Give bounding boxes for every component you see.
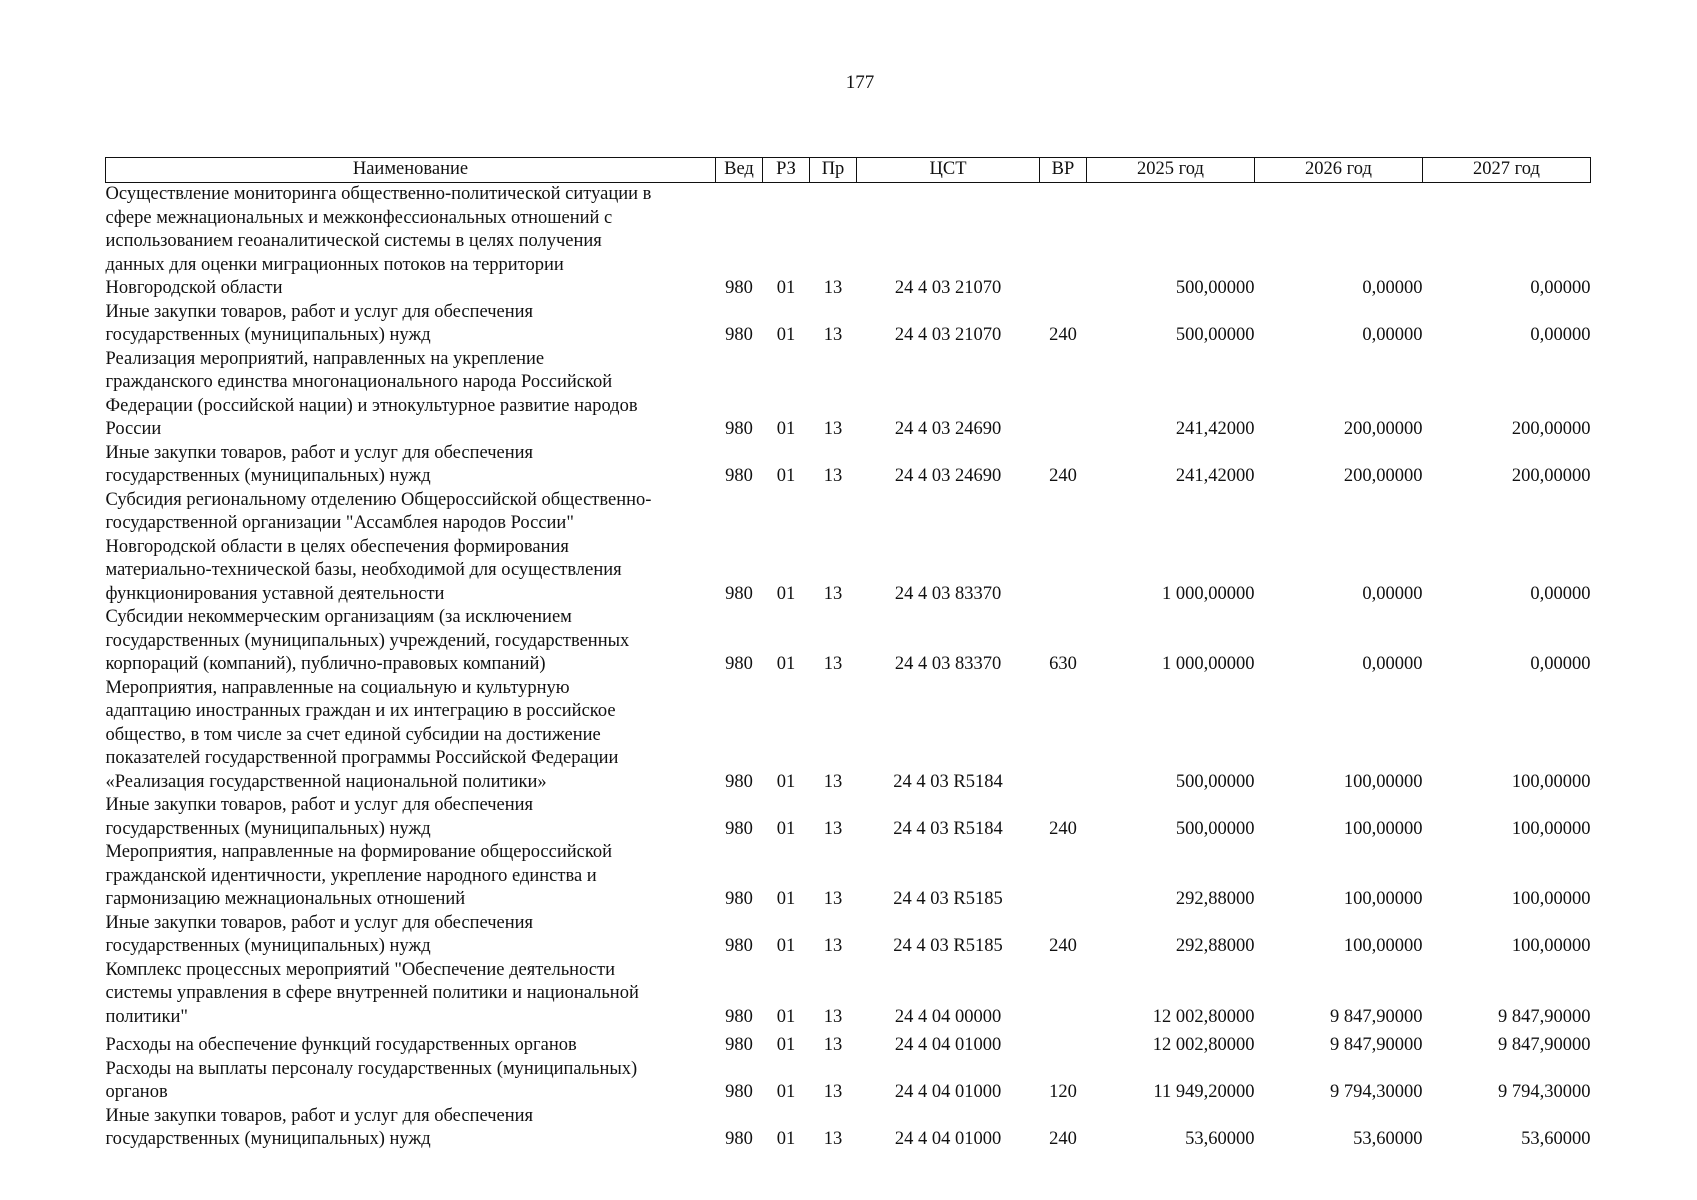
cell-vr: 240 (1049, 818, 1077, 839)
cell-vr: 630 (1049, 654, 1077, 674)
name-line: Иные закупки товаров, работ и услуг для обеспечения (105, 912, 534, 933)
cell-2027: 0,00000 (1530, 583, 1591, 604)
cell-rz: 01 (776, 654, 796, 674)
cell-vr (1040, 959, 1087, 1030)
cell-vr (1040, 489, 1087, 607)
cell-ved: 980 (725, 1006, 753, 1027)
cell-vr: 240 (1049, 1129, 1077, 1149)
cell-2025: 11 949,20000 (1153, 1082, 1255, 1102)
name-line: Иные закупки товаров, работ и услуг для обеспечения (105, 1105, 534, 1126)
name-line: государственных (муниципальных) учреждений, государственных (105, 630, 630, 651)
cell-cst: 24 4 03 21070 (894, 325, 1002, 345)
name-line: органов (105, 1082, 168, 1102)
cell-vr (1040, 348, 1087, 442)
name-line: Реализация мероприятий, направленных на укрепление (105, 348, 545, 369)
cell-2025: 292,88000 (1175, 889, 1255, 909)
name-line: корпораций (компаний), публично-правовых компаний) (105, 654, 546, 674)
cell-2027: 53,60000 (1521, 1129, 1591, 1149)
name-line: государственных (муниципальных) нужд (105, 936, 431, 956)
cell-cst: 24 4 03 83370 (894, 583, 1002, 604)
cell-rz: 01 (776, 1035, 796, 1055)
page-number: 177 (845, 72, 875, 93)
cell-2026: 0,00000 (1362, 325, 1423, 345)
name-line: Мероприятия, направленные на социальную и культурную (105, 677, 570, 698)
name-line: России (105, 419, 162, 439)
cell-2026: 100,00000 (1343, 818, 1423, 839)
cell-vr: 240 (1049, 936, 1077, 956)
table-row (106, 677, 1591, 795)
header-cst: ЦСТ (857, 158, 1040, 183)
cell-rz: 01 (776, 818, 796, 839)
budget-table (105, 157, 1591, 1152)
cell-2025: 500,00000 (1175, 771, 1255, 792)
cell-vr: 120 (1049, 1082, 1077, 1102)
name-line: Новгородской области (105, 278, 283, 298)
table-row (106, 442, 1591, 489)
table-row (106, 606, 1591, 677)
cell-2025: 12 002,80000 (1152, 1035, 1255, 1055)
cell-rz: 01 (776, 278, 796, 298)
cell-2026: 0,00000 (1362, 654, 1423, 674)
name-line: Новгородской области в целях обеспечения формирования (105, 536, 569, 557)
name-line: Комплекс процессных мероприятий "Обеспечение деятельности (105, 959, 615, 980)
cell-cst: 24 4 03 83370 (894, 654, 1002, 674)
cell-pr: 13 (823, 1035, 843, 1055)
cell-rz: 01 (776, 325, 796, 345)
cell-pr: 13 (823, 419, 843, 439)
cell-2025: 241,42000 (1175, 419, 1255, 439)
name-line: Иные закупки товаров, работ и услуг для обеспечения (105, 301, 534, 322)
header-rz: РЗ (763, 158, 810, 183)
cell-name (106, 1058, 716, 1105)
name-line: Иные закупки товаров, работ и услуг для обеспечения (105, 442, 534, 463)
cell-2027: 100,00000 (1511, 818, 1591, 839)
cell-2026: 100,00000 (1343, 771, 1423, 792)
cell-ved: 980 (725, 583, 753, 604)
name-line: гражданского единства многонационального народа Российской (105, 372, 613, 392)
cell-rz: 01 (776, 889, 796, 909)
cell-2026: 200,00000 (1343, 466, 1423, 486)
name-line: государственных (муниципальных) нужд (105, 325, 431, 345)
cell-name (106, 1105, 716, 1152)
cell-ved: 980 (725, 1035, 753, 1055)
cell-pr: 13 (823, 818, 843, 839)
name-line: системы управления в сфере внутренней политики и национальной (105, 983, 639, 1003)
cell-name (106, 442, 716, 489)
cell-rz: 01 (776, 1006, 796, 1027)
cell-rz: 01 (776, 1129, 796, 1149)
table-row (106, 959, 1591, 1030)
cell-2026: 53,60000 (1353, 1129, 1423, 1149)
cell-2026: 9 847,90000 (1330, 1006, 1423, 1027)
cell-2025: 500,00000 (1175, 278, 1255, 298)
cell-2025: 1 000,00000 (1162, 654, 1255, 674)
cell-rz: 01 (776, 583, 796, 604)
cell-2026: 100,00000 (1343, 889, 1423, 909)
name-line: сфере межнациональных и межконфессиональных отношений с (105, 207, 613, 228)
cell-pr: 13 (823, 936, 843, 956)
cell-cst: 24 4 04 01000 (894, 1129, 1002, 1149)
cell-name (106, 489, 716, 607)
cell-name (106, 183, 716, 301)
cell-2027: 100,00000 (1511, 889, 1591, 909)
cell-vr (1040, 841, 1087, 912)
cell-2026: 9 847,90000 (1330, 1035, 1423, 1055)
cell-2025: 241,42000 (1175, 466, 1255, 486)
cell-rz: 01 (776, 936, 796, 956)
cell-2026: 0,00000 (1362, 583, 1423, 604)
cell-name (106, 301, 716, 348)
name-line: Субсидия региональному отделению Общероссийской общественно- (105, 489, 652, 510)
name-line: гармонизацию межнациональных отношений (105, 889, 466, 909)
cell-ved: 980 (725, 419, 753, 439)
cell-ved: 980 (725, 818, 753, 839)
header-ved: Вед (716, 158, 763, 183)
cell-vr (1040, 1029, 1087, 1058)
cell-ved: 980 (725, 466, 753, 486)
cell-cst: 24 4 03 R5184 (893, 818, 1003, 839)
cell-pr: 13 (823, 654, 843, 674)
header-2027: 2027 год (1423, 158, 1591, 183)
cell-2026: 0,00000 (1362, 278, 1423, 298)
cell-rz: 01 (776, 1082, 796, 1102)
cell-2025: 500,00000 (1175, 325, 1255, 345)
cell-cst: 24 4 03 24690 (894, 466, 1002, 486)
cell-pr: 13 (823, 1129, 843, 1149)
name-line: показателей государственной программы Российской Федерации (105, 748, 619, 768)
cell-2026: 200,00000 (1343, 419, 1423, 439)
cell-name (106, 841, 716, 912)
cell-cst: 24 4 03 R5184 (893, 771, 1003, 792)
cell-2026: 9 794,30000 (1330, 1082, 1423, 1102)
cell-cst: 24 4 04 01000 (894, 1082, 1002, 1102)
name-line: государственных (муниципальных) нужд (105, 1129, 431, 1149)
table-row (106, 1058, 1591, 1105)
name-line: Осуществление мониторинга общественно-политической ситуации в (105, 184, 652, 204)
header-2026: 2026 год (1255, 158, 1423, 183)
table-row (106, 912, 1591, 959)
name-line: гражданской идентичности, укрепление народного единства и (105, 865, 597, 886)
table-row (106, 1029, 1591, 1058)
cell-vr: 240 (1049, 325, 1077, 345)
cell-pr: 13 (823, 771, 843, 792)
table-row (106, 489, 1591, 607)
name-line: политики" (105, 1006, 188, 1027)
cell-cst: 24 4 03 R5185 (893, 889, 1003, 909)
cell-name (106, 912, 716, 959)
cell-pr: 13 (823, 325, 843, 345)
cell-pr: 13 (823, 583, 843, 604)
cell-2026: 100,00000 (1343, 936, 1423, 956)
cell-name (106, 1029, 716, 1058)
cell-pr: 13 (823, 278, 843, 298)
cell-2027: 100,00000 (1511, 936, 1591, 956)
cell-cst: 24 4 03 R5185 (893, 936, 1003, 956)
cell-2027: 100,00000 (1511, 771, 1591, 792)
cell-vr (1040, 677, 1087, 795)
cell-pr: 13 (823, 1082, 843, 1102)
name-line: материально-технической базы, необходимой для осуществления (105, 560, 622, 580)
cell-2027: 0,00000 (1530, 325, 1591, 345)
name-line: Федерации (российской нации) и этнокультурное развитие народов (105, 395, 638, 416)
cell-ved: 980 (725, 325, 753, 345)
cell-ved: 980 (725, 278, 753, 298)
cell-cst: 24 4 03 21070 (894, 278, 1002, 298)
cell-vr (1040, 183, 1087, 301)
name-line: Мероприятия, направленные на формирование общероссийской (105, 842, 613, 862)
cell-pr: 13 (823, 1006, 843, 1027)
table-body (106, 183, 1591, 1152)
cell-rz: 01 (776, 771, 796, 792)
cell-ved: 980 (725, 889, 753, 909)
name-line: адаптацию иностранных граждан и их интеграцию в российское (105, 701, 616, 721)
cell-rz: 01 (776, 466, 796, 486)
cell-2027: 200,00000 (1511, 466, 1591, 486)
name-line: Иные закупки товаров, работ и услуг для обеспечения (105, 795, 534, 815)
cell-name (106, 606, 716, 677)
table-row (106, 1105, 1591, 1152)
cell-name (106, 794, 716, 841)
table-header (106, 158, 1591, 183)
header-pr: Пр (810, 158, 857, 183)
cell-ved: 980 (725, 1129, 753, 1149)
cell-ved: 980 (725, 936, 753, 956)
cell-2027: 200,00000 (1511, 419, 1591, 439)
table-row (106, 348, 1591, 442)
cell-cst: 24 4 04 01000 (894, 1035, 1002, 1055)
table-row (106, 794, 1591, 841)
cell-2025: 292,88000 (1175, 936, 1255, 956)
name-line: использованием геоаналитической системы в целях получения (105, 231, 602, 251)
cell-name (106, 677, 716, 795)
table-row (106, 301, 1591, 348)
table-row (106, 841, 1591, 912)
cell-cst: 24 4 03 24690 (894, 419, 1002, 439)
header-vr: ВР (1040, 158, 1087, 183)
name-line: Субсидии некоммерческим организациям (за исключением (105, 607, 572, 627)
cell-name (106, 348, 716, 442)
cell-2027: 9 847,90000 (1498, 1006, 1591, 1027)
cell-ved: 980 (725, 654, 753, 674)
name-line: государственных (муниципальных) нужд (105, 466, 431, 486)
cell-2027: 9 794,30000 (1498, 1082, 1591, 1102)
cell-2025: 500,00000 (1175, 818, 1255, 839)
name-line: общество, в том числе за счет единой субсидии на достижение (105, 724, 601, 745)
name-line: государственной организации "Ассамблея народов России" (105, 513, 574, 533)
cell-pr: 13 (823, 466, 843, 486)
cell-pr: 13 (823, 889, 843, 909)
cell-2025: 1 000,00000 (1162, 583, 1255, 604)
name-line: государственных (муниципальных) нужд (105, 818, 431, 839)
name-line: Расходы на выплаты персоналу государственных (муниципальных) (105, 1058, 638, 1079)
cell-2027: 0,00000 (1530, 278, 1591, 298)
cell-2025: 53,60000 (1185, 1129, 1255, 1149)
cell-ved: 980 (725, 1082, 753, 1102)
cell-2025: 12 002,80000 (1152, 1006, 1255, 1027)
cell-vr: 240 (1049, 466, 1077, 486)
name-line: данных для оценки миграционных потоков на территории (105, 254, 564, 275)
name-line: функционирования уставной деятельности (105, 583, 445, 604)
cell-cst: 24 4 04 00000 (894, 1006, 1002, 1027)
header-2025: 2025 год (1087, 158, 1255, 183)
cell-rz: 01 (776, 419, 796, 439)
cell-2027: 0,00000 (1530, 654, 1591, 674)
header-name: Наименование (106, 158, 716, 183)
cell-ved: 980 (725, 771, 753, 792)
cell-2027: 9 847,90000 (1498, 1035, 1591, 1055)
name-line: Расходы на обеспечение функций государственных органов (105, 1035, 577, 1055)
table-row (106, 183, 1591, 301)
name-line: «Реализация государственной национальной политики» (105, 771, 547, 792)
cell-name (106, 959, 716, 1030)
